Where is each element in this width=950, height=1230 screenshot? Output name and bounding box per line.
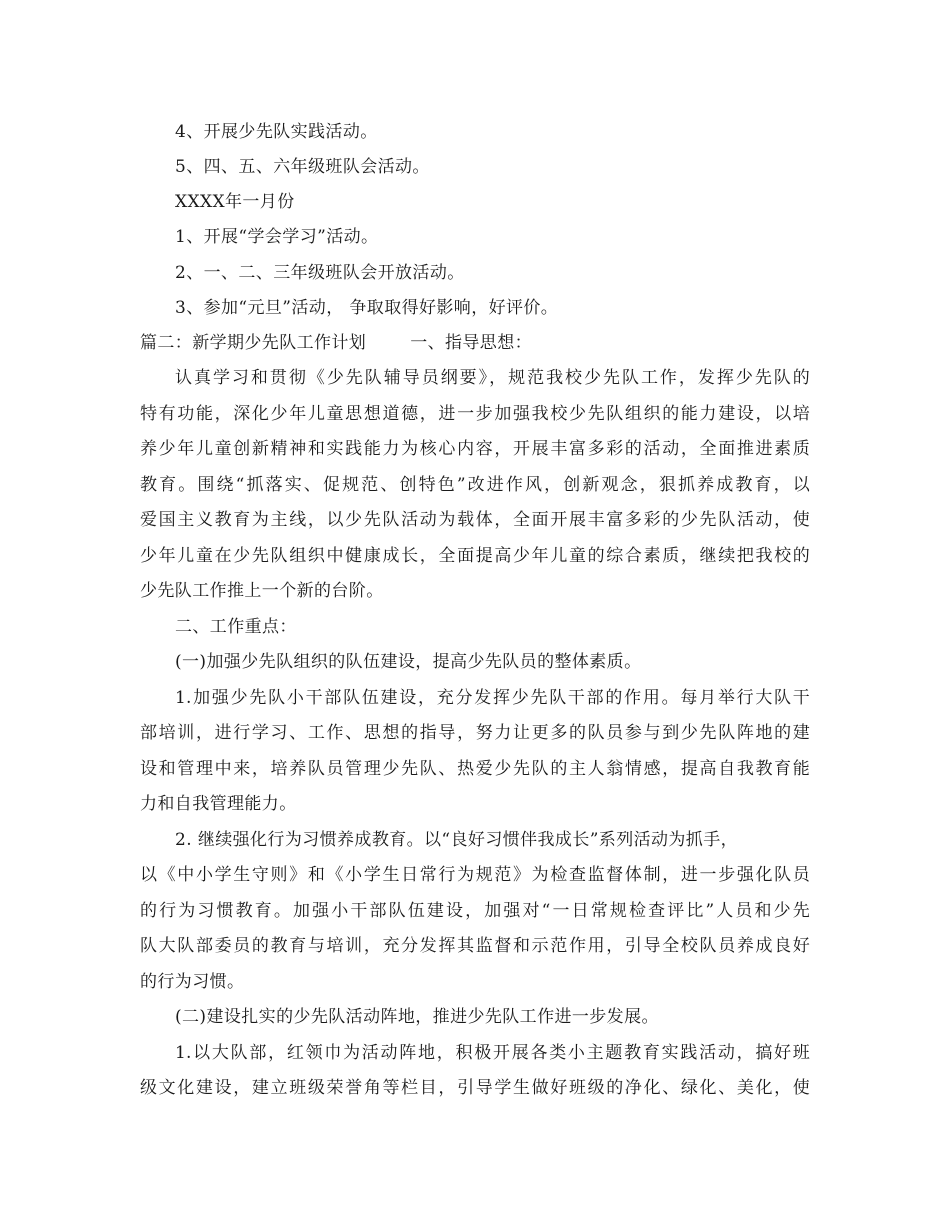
paragraph-line: 1.以大队部，红领巾为活动阵地，积极开展各类小主题教育实践活动，搞好班: [175, 1043, 810, 1063]
paragraph-line: 养少年儿童创新精神和实践能力为核心内容，开展丰富多彩的活动，全面推进素质: [140, 439, 810, 459]
subheading: (二)建设扎实的少先队活动阵地，推进少先队工作进一步发展。: [175, 1007, 659, 1027]
heading: 二、工作重点：: [175, 617, 297, 637]
paragraph-line: 的行为习惯教育。加强小干部队伍建设，加强对“一日常规检查评比”人员和少先: [140, 901, 810, 921]
section-heading: [140, 332, 532, 354]
section-subheading: 一、指导思想：: [410, 333, 533, 353]
list-item: 5、四、五、六年级班队会活动。: [175, 157, 430, 177]
paragraph-line: 队大队部委员的教育与培训，充分发挥其监督和示范作用，引导全校队员养成良好: [140, 936, 810, 956]
paragraph-line: 设和管理中来，培养队员管理少先队、热爱少先队的主人翁情感，提高自我教育能: [140, 759, 810, 779]
paragraph-line: 部培训，进行学习、工作、思想的指导，努力让更多的队员参与到少先队阵地的建: [140, 723, 810, 743]
paragraph-line: 少年儿童在少先队组织中健康成长，全面提高少年儿童的综合素质，继续把我校的: [140, 546, 810, 566]
paragraph-line: 特有功能，深化少年儿童思想道德，进一步加强我校少先队组织的能力建设，以培: [140, 404, 810, 424]
paragraph-line: 爱国主义教育为主线，以少先队活动为载体，全面开展丰富多彩的少先队活动，使: [140, 510, 810, 530]
paragraph-line: 少先队工作推上一个新的台阶。: [140, 581, 384, 601]
paragraph-line: 力和自我管理能力。: [140, 794, 297, 814]
paragraph-line: 认真学习和贯彻《少先队辅导员纲要》，规范我校少先队工作，发挥少先队的: [175, 368, 810, 388]
list-item: 2、一、二、三年级班队会开放活动。: [175, 263, 465, 283]
list-item: 4、开展少先队实践活动。: [175, 122, 378, 142]
paragraph-line: 以《中小学生守则》和《小学生日常行为规范》为检查监督体制，进一步强化队员: [140, 865, 810, 885]
paragraph-line: 1.加强少先队小干部队伍建设，充分发挥少先队干部的作用。每月举行大队干: [175, 688, 810, 708]
paragraph-line: 级文化建设，建立班级荣誉角等栏目，引导学生做好班级的净化、绿化、美化，使: [140, 1078, 810, 1098]
list-item: 1、开展“学会学习”活动。: [175, 227, 379, 247]
paragraph-line: 教育。围绕“抓落实、促规范、创特色”改进作风，创新观念，狠抓养成教育，以: [140, 475, 810, 495]
paragraph-line: 2. 继续强化行为习惯养成教育。以“良好习惯伴我成长”系列活动为抓手，: [175, 830, 739, 850]
list-item: 3、参加“元旦”活动， 争取取得好影响，好评价。: [175, 298, 559, 318]
list-item: XXXX年一月份: [175, 192, 295, 212]
paragraph-line: 的行为习惯。: [140, 972, 245, 992]
section-title: 篇二：新学期少先队工作计划: [140, 333, 367, 353]
subheading: (一)加强少先队组织的队伍建设，提高少先队员的整体素质。: [175, 652, 642, 672]
